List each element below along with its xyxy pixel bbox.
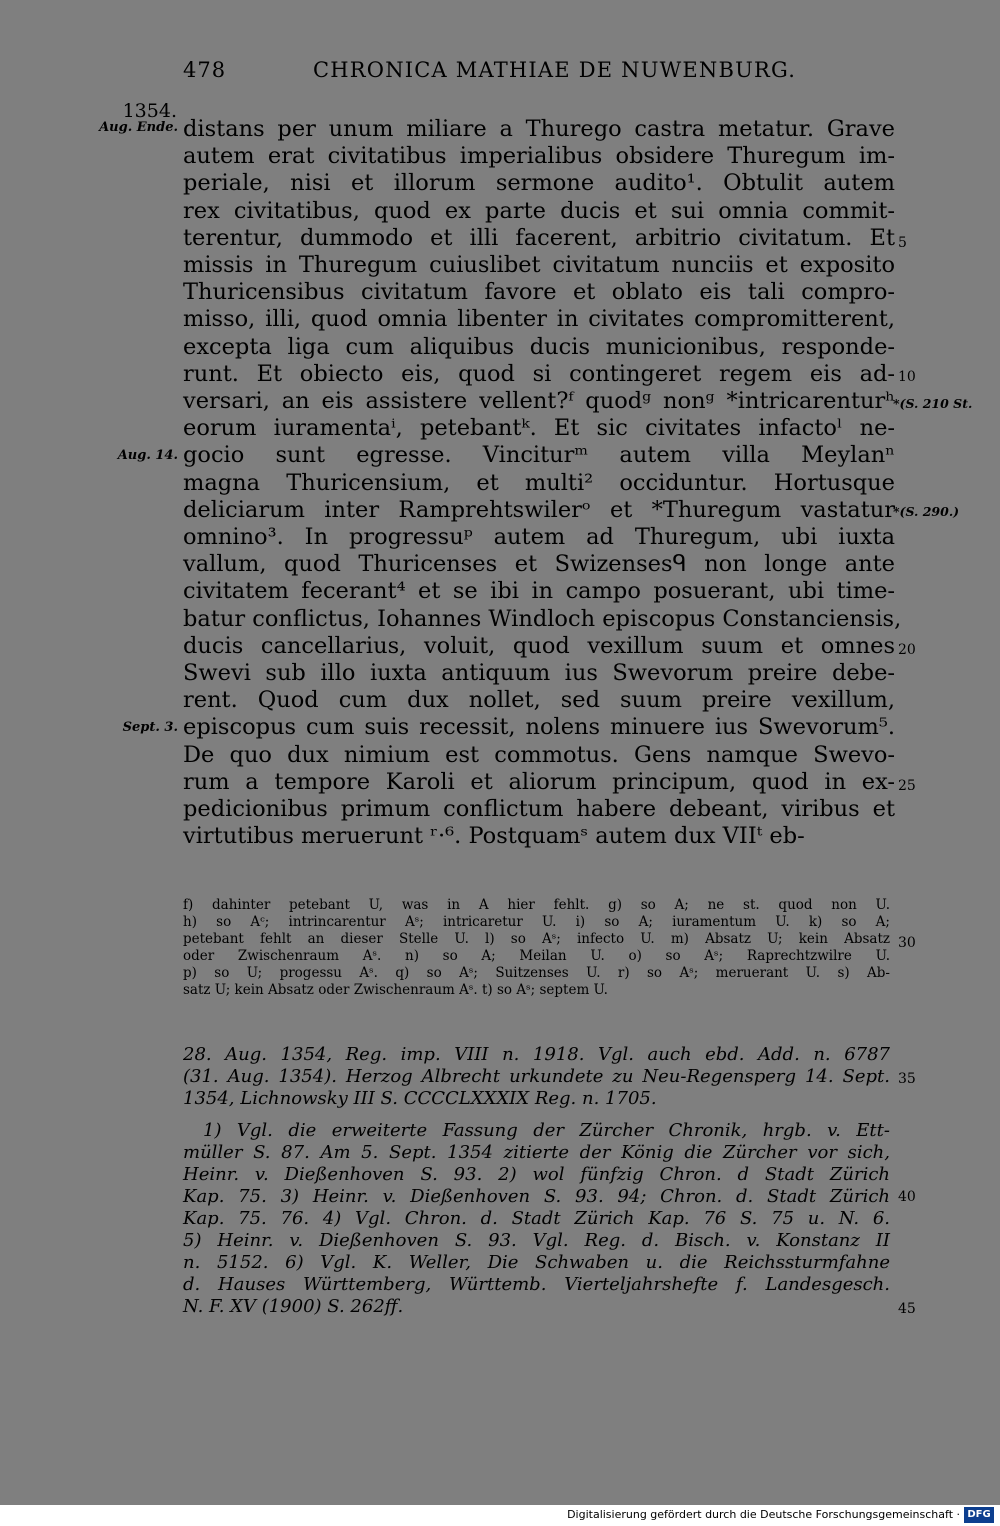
text-line: civitatem fecerant⁴ et se ibi in campo posuerant, ubi time-	[183, 578, 895, 605]
text-line: excepta liga cum aliquibus ducis municionibus, responde-	[183, 333, 895, 360]
apparatus-line: petebant fehlt an dieser Stelle U. l) so Aˢ; infecto U. m) Absatz U; kein Absatz	[183, 931, 890, 947]
line-number-45: 45	[898, 1301, 916, 1317]
note-line: (31. Aug. 1354). Herzog Albrecht urkundete zu Neu-Regensperg 14. Sept.	[183, 1066, 890, 1087]
dfg-logo-icon: DFG	[964, 1507, 994, 1523]
text-line: omnino³. In progressuᵖ autem ad Thuregum, ubi iuxta	[183, 524, 895, 550]
note-line: 28. Aug. 1354, Reg. imp. VIII n. 1918. Vgl. auch ebd. Add. n. 6787	[183, 1044, 890, 1065]
text-line: versari, an eis assistere vellent?ᶠ quodᵍ nonᵍ *intricarenturʰ	[183, 388, 895, 414]
text-line: Swevi sub illo iuxta antiquum ius Swevorum preire debe-	[183, 660, 895, 686]
text-line: rum a tempore Karoli et aliorum principum, quod in ex-	[183, 768, 895, 795]
text-line: magna Thuricensium, et multi² occiduntur. Hortusque	[183, 469, 895, 496]
note-line: Heinr. v. Dießenhoven S. 93. 2) wol fünfzig Chron. d Stadt Zürich	[183, 1164, 890, 1185]
note-line: 1) Vgl. die erweiterte Fassung der Zürcher Chronik, hrgb. v. Ett-	[203, 1120, 890, 1141]
note-line: Kap. 75. 3) Heinr. v. Dießenhoven S. 93. 94; Chron. d. Stadt Zürich	[183, 1186, 890, 1207]
text-line: virtutibus meruerunt ʳ·⁶. Postquamˢ autem dux VIIᵗ eb-	[183, 823, 805, 850]
line-number-20: 20	[898, 642, 916, 658]
running-title: CHRONICA MATHIAE DE NUWENBURG.	[313, 58, 797, 82]
note-line: 1354, Lichnowsky III S. CCCCLXXXIX Reg. n. 1705.	[183, 1088, 657, 1109]
apparatus-line: satz U; kein Absatz oder Zwischenraum Aˢ. t) so Aˢ; septem U.	[183, 982, 608, 998]
note-line: N. F. XV (1900) S. 262ff.	[183, 1296, 404, 1317]
note-line: 5) Heinr. v. Dießenhoven S. 93. Vgl. Reg. d. Bisch. v. Konstanz II	[183, 1230, 890, 1251]
footer-credit: Digitalisierung gefördert durch die Deutsche Forschungsgemeinschaft ·	[567, 1508, 960, 1521]
note-line: n. 5152. 6) Vgl. K. Weller, Die Schwaben u. die Reichssturmfahne	[183, 1252, 890, 1273]
note-line: d. Hauses Württemberg, Württemb. Vierteljahrshefte f. Landesgesch.	[183, 1274, 890, 1295]
text-line: pedicionibus primum conflictum habere debeant, viribus et	[183, 796, 895, 822]
text-line: batur conflictus, Iohannes Windloch episcopus Constanciensis,	[183, 605, 902, 632]
apparatus-line: h) so Aᶜ; intrincarentur Aˢ; intricaretur U. i) so A; iuramentum U. k) so A;	[183, 914, 890, 930]
text-line: vallum, quod Thuricenses et Swizensesᑫ non longe ante	[183, 551, 895, 578]
line-number-30: 30	[898, 935, 916, 951]
apparatus-line: oder Zwischenraum Aˢ. n) so A; Meilan U. o) so Aˢ; Raprechtzwilre U.	[183, 948, 890, 964]
apparatus-line: p) so U; progessu Aˢ. q) so Aˢ; Suitzenses U. r) so Aˢ; meruerant U. s) Ab-	[183, 965, 890, 981]
text-line: deliciarum inter Ramprehtswilerᵒ et *Thuregum vastatur	[183, 496, 895, 523]
text-line: misso, illi, quod omnia libenter in civitates compromitterent,	[183, 306, 895, 333]
apparatus-line: f) dahinter petebant U, was in A hier fehlt. g) so A; ne st. quod non U.	[183, 897, 890, 913]
text-line: eorum iuramentaⁱ, petebantᵏ. Et sic civitates infactoˡ ne-	[183, 415, 895, 442]
page-number: 478	[183, 58, 227, 82]
line-number-5: 5	[898, 235, 907, 251]
text-line: Thuricensibus civitatum favore et oblato eis tali compro-	[183, 279, 895, 306]
text-line: distans per unum miliare a Thurego castra metatur. Grave	[183, 116, 895, 142]
text-line: episcopus cum suis recessit, nolens minuere ius Swevorum⁵.	[183, 714, 895, 741]
text-line: missis in Thuregum cuiuslibet civitatum nunciis et exposito	[183, 252, 895, 278]
margin-cross-ref-2: *(S. 290.)	[893, 504, 960, 519]
text-line: autem erat civitatibus imperialibus obsidere Thuregum im-	[183, 143, 895, 170]
digitization-footer	[0, 1505, 1000, 1526]
text-line: periale, nisi et illorum sermone audito¹. Obtulit autem	[183, 170, 895, 197]
text-line: rex civitatibus, quod ex parte ducis et sui omnia commit-	[183, 197, 895, 224]
text-line: runt. Et obiecto eis, quod si contingeret regem eis ad-	[183, 360, 895, 387]
margin-year: 1354.	[122, 100, 177, 122]
text-line: ducis cancellarius, voluit, quod vexillum suum et omnes	[183, 632, 895, 659]
margin-cross-ref-1: *(S. 210 St.	[893, 396, 973, 411]
text-line: De quo dux nimium est commotus. Gens namque Swevo-	[183, 741, 895, 768]
text-line: rent. Quod cum dux nollet, sed suum preire vexillum,	[183, 687, 895, 714]
text-line: gocio sunt egresse. Vinciturᵐ autem villa Meylanⁿ	[183, 442, 895, 469]
text-line: terentur, dummodo et illi facerent, arbitrio civitatum. Et	[183, 224, 895, 251]
line-number-35: 35	[898, 1071, 916, 1087]
line-number-40: 40	[898, 1189, 916, 1205]
line-number-10: 10	[898, 369, 916, 385]
margin-date-aug-14: Aug. 14.	[117, 448, 178, 463]
line-number-25: 25	[898, 778, 916, 794]
note-line: Kap. 75. 76. 4) Vgl. Chron. d. Stadt Zürich Kap. 76 S. 75 u. N. 6.	[183, 1208, 890, 1229]
note-line: müller S. 87. Am 5. Sept. 1354 zitierte der König die Zürcher vor sich,	[183, 1142, 890, 1163]
margin-date-sept-3: Sept. 3.	[122, 720, 178, 735]
margin-date-aug-ende: Aug. Ende.	[99, 120, 178, 135]
